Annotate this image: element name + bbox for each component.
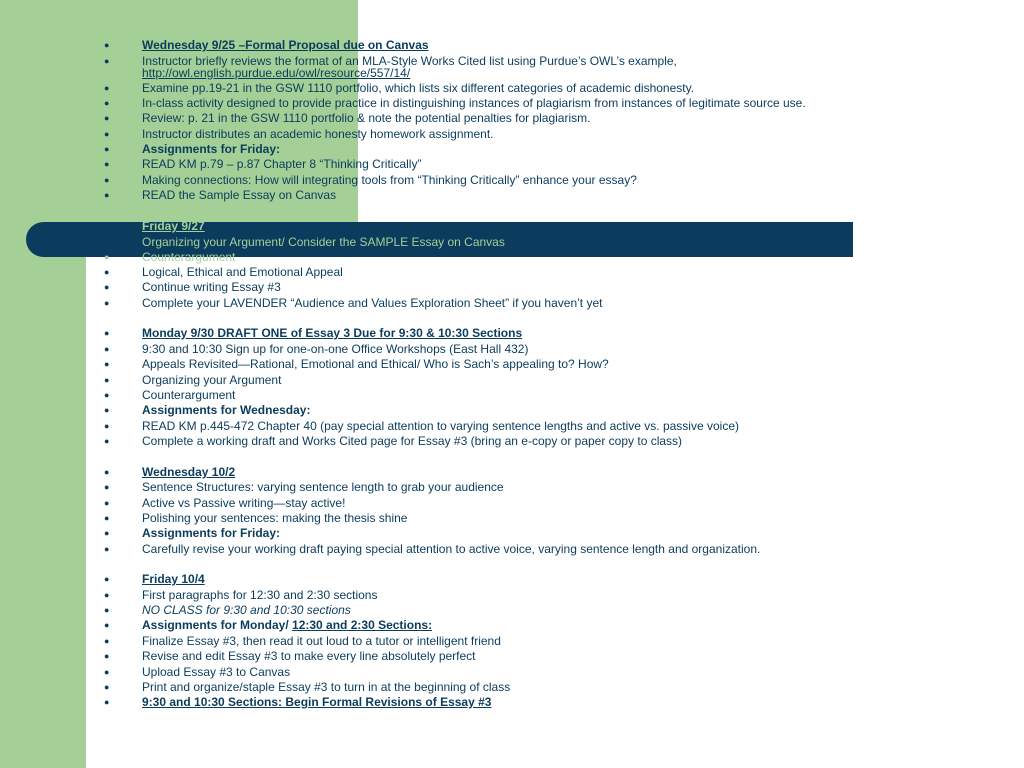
list-item-text: Complete a working draft and Works Cited page for Essay #3 (bring an e-copy or paper copy to class)	[142, 434, 683, 448]
bullet-icon: ●	[104, 298, 110, 308]
bullet-icon: ●	[104, 113, 110, 123]
list-item-text: Friday 10/4	[142, 572, 205, 586]
bullet-icon: ●	[104, 190, 110, 200]
bullet-icon: ●	[104, 590, 110, 600]
list-item-text: Wednesday 10/2	[142, 465, 236, 479]
bullet-icon: ●	[104, 267, 110, 277]
list-item-text: Counterargument	[142, 250, 236, 264]
list-item-text: Complete your LAVENDER “Audience and Values Exploration Sheet” if you haven’t yet	[142, 296, 603, 310]
list-item-text: Instructor briefly reviews the format of an MLA-Style Works Cited list using Purdue’s OWL’s example,	[142, 54, 677, 68]
bullet-icon: ●	[104, 56, 110, 66]
bullet-icon: ●	[104, 344, 110, 354]
bullet-icon: ●	[104, 144, 110, 154]
bullet-icon: ●	[104, 467, 110, 477]
bullet-icon: ●	[104, 513, 110, 523]
bullet-icon: ●	[104, 482, 110, 492]
bullet-icon: ●	[104, 282, 110, 292]
bullet-icon: ●	[104, 375, 110, 385]
bullet-icon: ●	[104, 252, 110, 262]
list-item-text: NO CLASS for 9:30 and 10:30 sections	[142, 603, 351, 617]
bullet-icon: ●	[104, 697, 110, 707]
bullet-icon: ●	[104, 159, 110, 169]
bullet-icon: ●	[104, 605, 110, 615]
list-item-text: READ KM p.445-472 Chapter 40 (pay special attention to varying sentence lengths and active vs. passive voice)	[142, 419, 739, 433]
list-item-text: Continue writing Essay #3	[142, 280, 281, 294]
bullet-icon: ●	[104, 98, 110, 108]
list-item-text: 9:30 and 10:30 Sections: Begin Formal Revisions of Essay #3	[142, 695, 492, 709]
bullet-icon: ●	[104, 544, 110, 554]
bullet-icon: ●	[104, 574, 110, 584]
list-item-text: Making connections: How will integrating tools from “Thinking Critically” enhance your essay?	[142, 173, 637, 187]
list-item-text: Polishing your sentences: making the thesis shine	[142, 511, 408, 525]
list-item-text: In-class activity designed to provide practice in distinguishing instances of plagiarism from instances of legitimate source use.	[142, 96, 806, 110]
list-item-text: Upload Essay #3 to Canvas	[142, 665, 291, 679]
list-item-text: Print and organize/staple Essay #3 to turn in at the beginning of class	[142, 680, 511, 694]
list-item-text: Assignments for Wednesday:	[142, 403, 311, 417]
list-item-text: Active vs Passive writing—stay active!	[142, 496, 346, 510]
bullet-icon: ●	[104, 175, 110, 185]
list-item-text: Carefully revise your working draft paying special attention to active voice, varying sentence length and organization.	[142, 542, 761, 556]
list-item-text: Assignments for Friday:	[142, 142, 281, 156]
list-item-text: Finalize Essay #3, then read it out loud to a tutor or intelligent friend	[142, 634, 501, 648]
list-item-text: READ the Sample Essay on Canvas	[142, 188, 337, 202]
bullet-icon: ●	[104, 328, 110, 338]
bullet-icon: ●	[104, 83, 110, 93]
bullet-icon: ●	[104, 620, 110, 630]
bullet-icon: ●	[104, 129, 110, 139]
list-item-text: Organizing your Argument	[142, 373, 282, 387]
list-item-text: Organizing your Argument/ Consider the SAMPLE Essay on Canvas	[142, 235, 505, 249]
bullet-icon: ●	[104, 651, 110, 661]
list-item-text: Wednesday 9/25 –Formal Proposal due on Canvas	[142, 38, 429, 52]
bullet-icon: ●	[104, 636, 110, 646]
list-item-text: Instructor distributes an academic honesty homework assignment.	[142, 127, 494, 141]
list-item-text: Monday 9/30 DRAFT ONE of Essay 3 Due for 9:30 & 10:30 Sections	[142, 326, 523, 340]
list-item-text-part: Assignments for Monday/	[142, 618, 293, 632]
list-item-text-part: 12:30 and 2:30 Sections:	[292, 618, 433, 632]
list-item-text: First paragraphs for 12:30 and 2:30 sections	[142, 588, 378, 602]
bullet-icon: ●	[104, 390, 110, 400]
list-item-text: Assignments for Friday:	[142, 526, 281, 540]
bullet-icon: ●	[104, 359, 110, 369]
bullet-icon: ●	[104, 528, 110, 538]
bullet-icon: ●	[104, 667, 110, 677]
list-item-text: Appeals Revisited—Rational, Emotional and Ethical/ Who is Sach’s appealing to? How?	[142, 357, 609, 371]
resource-link[interactable]: http://owl.english.purdue.edu/owl/resource/557/14/	[142, 66, 411, 80]
list-item-text: Revise and edit Essay #3 to make every line absolutely perfect	[142, 649, 476, 663]
bullet-icon: ●	[104, 498, 110, 508]
list-item-text: Examine pp.19-21 in the GSW 1110 portfolio, which lists six different categories of academic dishonesty.	[142, 81, 695, 95]
bullet-icon: ●	[104, 405, 110, 415]
bullet-icon: ●	[104, 682, 110, 692]
list-item-text: Counterargument	[142, 388, 236, 402]
list-item-text: Review: p. 21 in the GSW 1110 portfolio & note the potential penalties for plagiarism.	[142, 111, 591, 125]
list-item-text	[142, 617, 432, 633]
list-item-text: READ KM p.79 – p.87 Chapter 8 “Thinking Critically”	[142, 157, 422, 171]
bullet-icon: ●	[104, 40, 110, 50]
list-item-text: Sentence Structures: varying sentence length to grab your audience	[142, 480, 504, 494]
list-item-text: Logical, Ethical and Emotional Appeal	[142, 265, 343, 279]
list-item-text: 9:30 and 10:30 Sign up for one-on-one Office Workshops (East Hall 432)	[142, 342, 529, 356]
bullet-icon: ●	[104, 436, 110, 446]
list-item-text: Friday 9/27	[142, 219, 205, 233]
bullet-icon: ●	[104, 421, 110, 431]
